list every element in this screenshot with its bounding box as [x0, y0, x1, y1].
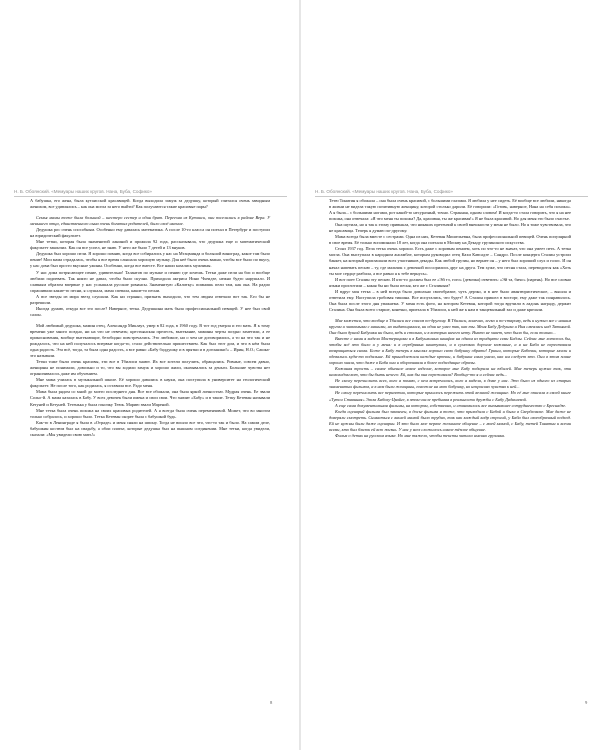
running-head: Н. Б. Обоянский. «Мемуары наших кругов. Нана, Буба, Софико» [14, 189, 152, 194]
paragraph: И вдруг моя тетка – в ней всегда было довольно своеобразие, чуть дерзко, и в нее было авантюристическое, – вышла и ответила ему. Наступила гробовая тишина. Все испугались, что будет? А Сталин пришел в восторг, ему даже так понравилось. Она была после этого дня уважаема. У меня есть фото, на котором Кетеван, которой тогда вручили в ладонь награду, держит Сталина. Она была всего старше, конечно, приехала в Тбилиси, к ней же к нам в танцевальный зал и даже кричали. [329, 288, 571, 312]
paragraph: Дедушка рос очень способным. Особенно ему давалась математика. А после 10-го класса он поехал в Петербург и поступил на юридический факультет. [30, 227, 270, 239]
running-head: Н. Б. Обоянский. «Мемуары наших кругов. Нана, Буба, Софико» [315, 189, 453, 194]
paragraph: Вместе с нами я видела Мастерицами и в Бабушкиных шкафах на одном из тридцати семи Бадлы. Сейчас мне хотелось бы, чтобы всё это было и у меня: и в серебряных шкатулках, и в сумочках дорогие кожаные, а я на Баба не переставала возвращаться снова. Боже я Бабу теперь в мыслях хорошо свою бабушку обрати! Гриши, которые Бабочки, которые могли и одевались куда-то подальше. Ей принадлежали каждые крючки, и бабушка сама умела, как им следует это. Они в этом плане хорошо знала, что даже в Баба они и оборачивали в более подходящие образы. [329, 336, 571, 366]
paragraph: И вот поет Сталин эту песню. И кто-то должен был ее «Эй тэ, гого» (девочка) ответить: «Эй та, бичо» (парень). Но все словно языки проглотили – какая бы ни была песня, кто же с Сталиным? [329, 276, 571, 288]
paragraph: Она шутила, но я так к этому привыкла, что никаких претензий к своей внешности у меня не было. Но я тоже чувствовала, что не красавица. Теперь я думаю по-другому. [329, 222, 571, 234]
paragraph: Тетки тоже были очень красивы, эти все в Тбилиси знают. Их все хотели получить, обращались. Ровные, совсем давно, женщины не понимали, довольно и то, что вы ходили замуж и хорошо жили, оказывались за деньги. Большие чувства нет ограничивалось даже им обучением. [30, 359, 270, 377]
page-number: 9 [585, 700, 588, 705]
paragraph: Тетю Тинатин я обожала – она была очень красивой, с большими глазами. Я любила у нее сидеть. Её вообще все любили, никогда в жизни не видела такую позитивную женщину, которой столько дарили. Её говорили: «Готовь, наверное, Нана на себя похожа». А я была... с большими ногами, рот какой-то несуразный, точно. Странная, одним словом! И когда-то стала говорить, что я на нее похожа, она отвечала: «Я что меня ты похожа? Да, красивая, ты же красивая!» Я не была красивой. Но для меня это было счастье. [329, 198, 571, 222]
right-page [301, 0, 600, 750]
paragraph: Мой любимый дедушка, мамин отец, Александр Миклауз, умер в 82 года, в 1960 году. В тот год умерла и его мать. Я к тому времени уже много поздно, ни на что не отвечать; крестьянская прелесть, вытекание, мамины черты поздно заметили, а ее прикосновения, вообще вытекающие, безобидно повстречались. Это любимое, ни о чем не договорились, а то на что так и не рождалось, что на ней получалось впервые когда-то, стало действительно пришествием. Как был этот дом, и что в нём была одна радость. Эта всё, тогда, та была одна радость, а все равно «Бабу боддушку и в прятки и в догонялки!» – Ирин, Н.О.; Сашка-это называли. [30, 322, 270, 359]
page-number: 8 [270, 700, 273, 705]
left-page [0, 0, 299, 750]
paragraph: Мама всегда была вместе с сестрами. Одна из них, Кетеван Мишельевна, была профессиональной певицей. Очень популярной в свое время. Её только вспоминали 18 лет, когда она поехала в Москву на Декаду грузинского искусства. [329, 234, 571, 246]
paragraph: Не смогу перечислить все перипетии, которые пришлось пережить этой великой женщине. Но её мне описала в своей книге «Тутси Ставнная» Эльза Бабоху-Цвайге, в этом числе пребывая в реальности дружбы с Бабу Дадашевой. [329, 390, 571, 402]
paragraph: Дедушка был хорошо пели. Я хорошо помню, когда все собирались у нас на Мтацминда и большой виноград, какое там было пение! Мои мама страдалась, чтобы я все время слышала хорошую музыку. Для неё было очень важно, чтобы все было по вкусу, у нас дома был просто вкусные ужины. Особенно, когда все вместе. Все наши казались мужчины. [30, 251, 270, 269]
paragraph: Не смогу перечислить всех, кого я помню, с кем встречалась, кого я видела, в доме у нас. Это было из одного из старых знаменитых фильмов, а в нем были женщины, похожие на мою бабушку, но некрасиво чувства к ней... [329, 378, 571, 390]
paragraph: Мама была рядом со мной до моего последнего дня. Все все обожали, она была яркой личностью. Мудрая очень. Ее звали Сольо-й. А мама казалась в Бабу. У всех девочек были имена и свои свои. Что значит «Бабу» и в такие. Тетку Кетеван называли Кетуней и Кетуней. Тетенька у была гоночку Теюк. Марию звали Мареной. [30, 389, 270, 407]
paragraph: Когда сценарий фильма был закончен, в досье фильма я тоже, что приходила с Бабой и была в Свердловске. Мне даже не доверяли смотреть. Сниматься с вашей мамой было трудно, так как каждый кадр строгий, у Баба был своеобразный подход. Ей не нужны были даже сценарии. И это было мое первое желанное общение – с моей мамой, с Бабу, тетей Тинатин и всеми всеми, кто был близок ей всю жизнь. У нас у всех сложилось самое тёплое общение. [329, 408, 571, 432]
right-text-block [329, 198, 571, 439]
paragraph: Фильм о детях на русском языке. Но мне тяжело, чтобы тексты читала именно грузинка. [335, 432, 506, 438]
paragraph: Мне мама училась в музыкальной школе. Её хорошо давались в науки, она поступила в университет на геологический факультет. Не после того, как родилась, я оставила все. Радо меня. [30, 377, 270, 389]
paragraph: Мне кажется, что вообще в Тбилиси все совсем по-другому. В Тбилиси, конечно, легко и по-старому, ведь и нужно все с нашим кругом и знакомыми с нашими, но выдающимися, ни один не умел так, как ты. Меня Бабу Дедушка и Ния смеялась над Татьяной. Она была душой Бабушки ни были, ведь и столько, и в которых ничего нету. Никто не знает, что было бы, если только... [329, 317, 571, 335]
paragraph: Мне тетка была очень похожа на своих красивых родителей. А я всегда была очень переменчивой. Может, что во многом только собралось, и хорошо было. Тетка Кетеван скорее была с бабушкой будь. [30, 407, 270, 419]
paragraph: Стоял 1937 год. Пела тетка очень хорошо. Есть даже с хоровым пением, хоть по что-то не значат, что она умеет петь. А тетка могла. Она выступала в народном ансамбле, которым руководил отец Кахи Кавсадзе – Сандро. После концерта Сталин устроил банкет, на который приглашали всех участников декады. Как любой грузин, но вернее он – у него был хороший слух и голос. И он начал напевать песню – ту, где мальчик с девочкой поссорились друг на друга. Тем хуже, что песня стала, переводится как «Хоть ты мое сердце разбила, а все равно я к тебе вернусь». [329, 246, 571, 276]
paragraph: Мне тетки, которая была знаменитой ланиной и прожила 92 года, рассказывала, что дедушка еще и математический факультет закончил. Как он все успел, не знаю. У него же было 7 детей и 13 внуков. [30, 239, 270, 251]
paragraph: Иногда думаю, откуда все это после? Наверное, тетка. Дедушкина мать была профессиональной певицей. У нее был свой салон. [30, 305, 270, 317]
left-text-block [30, 198, 270, 438]
paragraph: А еще сама документальная фильмы, на котором, собственно, и становилось все вызывавшее сотрудничество с Бреснадзе. [335, 402, 567, 408]
header-rule [315, 196, 588, 197]
paragraph: А бабушка, его жена, была кутаисской красавицей. Когда выходила замуж за дедушку, который считался очень завидным женихом, все удивлялись – как она могла за него выйти? Как получаются такие красивые пары? [30, 198, 270, 210]
paragraph: А все звезды из мира звезд слушали. Как ни странно, признать выходило, что тем людям отвечало вот так. Его бы не разрешили. [30, 293, 270, 305]
header-rule [14, 196, 287, 197]
paragraph: Кожаная трость – самое обычное новое изделие, которое мне Бабу подарила на юбилей. Мне теперь нужно так, эти шоколадом вот, что бы быть нечего: Ей, как бы она переживала? Вообще-то я и сейчас ведь... [329, 366, 571, 378]
paragraph: Как-то в Ленинграде я была в «Отраде» и меня сняли на шпону. Тогда не вошло все что, что-то так и было. На самом деле, бабушкин костюм был на свадьбу, а обои платье, которые дедушка был на пышном соединении. Мне тетки, когда увидели, сказали: «Мы увидели свою мать!» [30, 419, 270, 437]
paragraph: У нас дома потрясающее пение, удивительно! Талантов по музыке и пению где хочешь. Тетки даже пели на бис и вообще любили подпевать. Так никто не давал, чтобы было скучно. Приходила актриса Нино Чхеидзе, нежно будто нарушало. И славным образом впервые у нас услышала русские романсы. Знаменитую «Калитку» помнишь пели там, как она. На радио спрашивали какие-то песни, я слушала, мама спевала, какие-то песни. [30, 269, 270, 293]
paragraph: Семья мамы тоже была большой – шестеро сестер и один брат. Переехав из Кутаиси, они поселились в районе Вера. У меньшего отца, единственного сына очень богатых родителей, было своё имение. [30, 215, 270, 227]
